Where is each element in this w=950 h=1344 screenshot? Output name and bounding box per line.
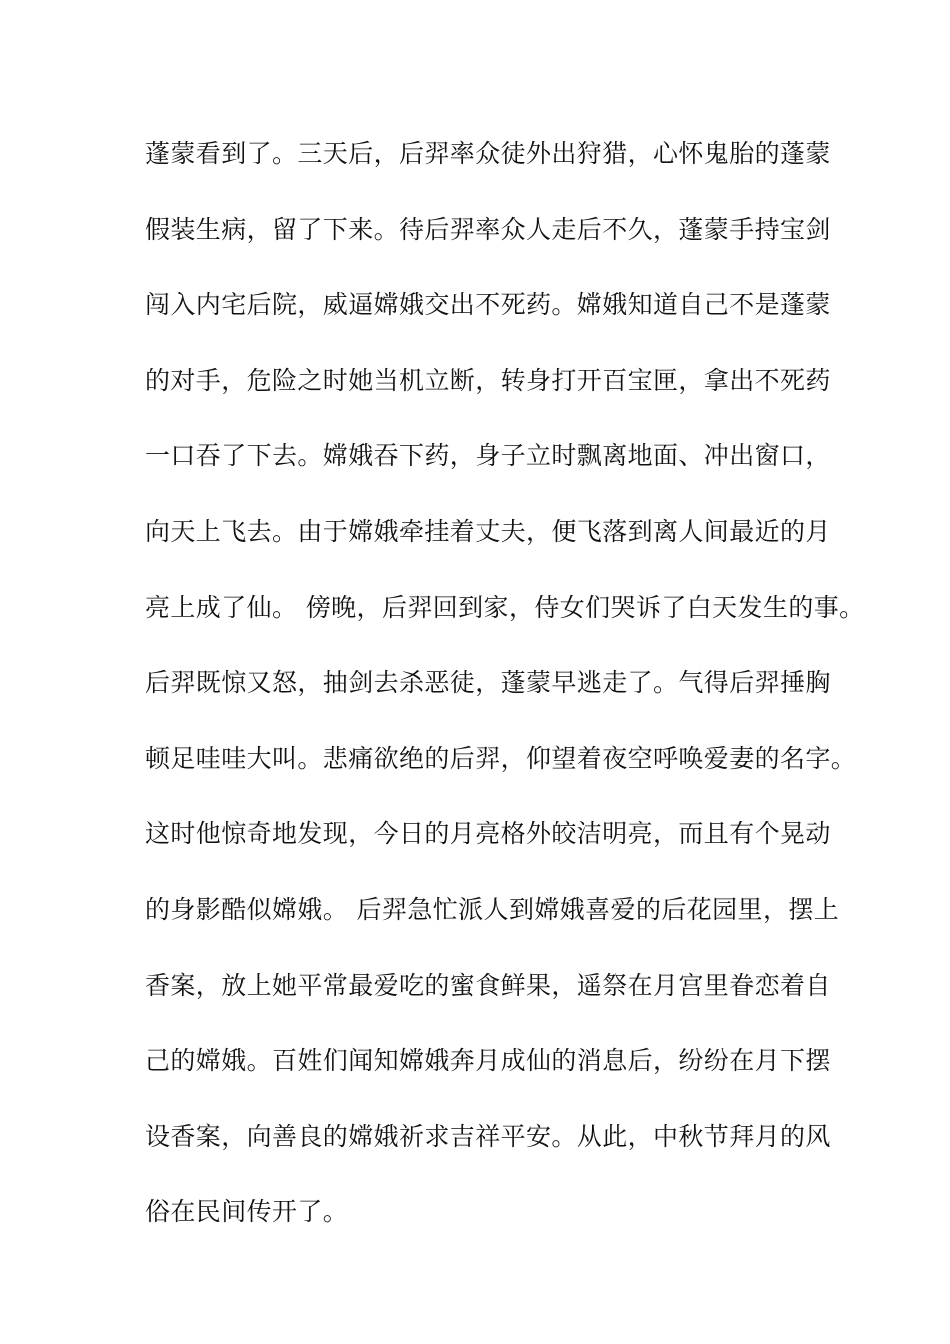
text-line: 后羿既惊又怒，抽剑去杀恶徒，蓬蒙早逃走了。气得后羿捶胸 [145, 668, 831, 698]
text-line: 的身影酷似嫦娥。 后羿急忙派人到嫦娥喜爱的后花园里，摆上 [145, 894, 840, 924]
text-line: 设香案，向善良的嫦娥祈求吉祥平安。从此，中秋节拜月的风 [145, 1121, 831, 1151]
text-line: 这时他惊奇地发现，今日的月亮格外皎洁明亮，而且有个晃动 [145, 819, 831, 849]
text-line: 假装生病，留了下来。待后羿率众人走后不久，蓬蒙手持宝剑 [145, 214, 831, 244]
text-line: 闯入内宅后院，威逼嫦娥交出不死药。嫦娥知道自己不是蓬蒙 [145, 290, 831, 320]
text-line: 一口吞了下去。嫦娥吞下药，身子立时飘离地面、冲出窗口， [145, 441, 831, 471]
body-text [145, 132, 865, 1266]
text-line: 蓬蒙看到了。三天后，后羿率众徒外出狩猎，心怀鬼胎的蓬蒙 [145, 139, 831, 168]
text-line: 香案，放上她平常最爱吃的蜜食鲜果，遥祭在月宫里眷恋着自 [145, 970, 831, 1000]
text-line: 俗在民间传开了。 [145, 1197, 349, 1227]
text-line: 的对手，危险之时她当机立断，转身打开百宝匣，拿出不死药 [145, 365, 831, 395]
text-line: 顿足哇哇大叫。悲痛欲绝的后羿，仰望着夜空呼唤爱妻的名字。 [145, 743, 857, 773]
text-line: 向天上飞去。由于嫦娥牵挂着丈夫，便飞落到离人间最近的月 [145, 516, 831, 546]
text-line: 己的嫦娥。百姓们闻知嫦娥奔月成仙的消息后，纷纷在月下摆 [145, 1046, 831, 1076]
text-line: 亮上成了仙。 傍晚，后羿回到家，侍女们哭诉了白天发生的事。 [145, 592, 865, 622]
